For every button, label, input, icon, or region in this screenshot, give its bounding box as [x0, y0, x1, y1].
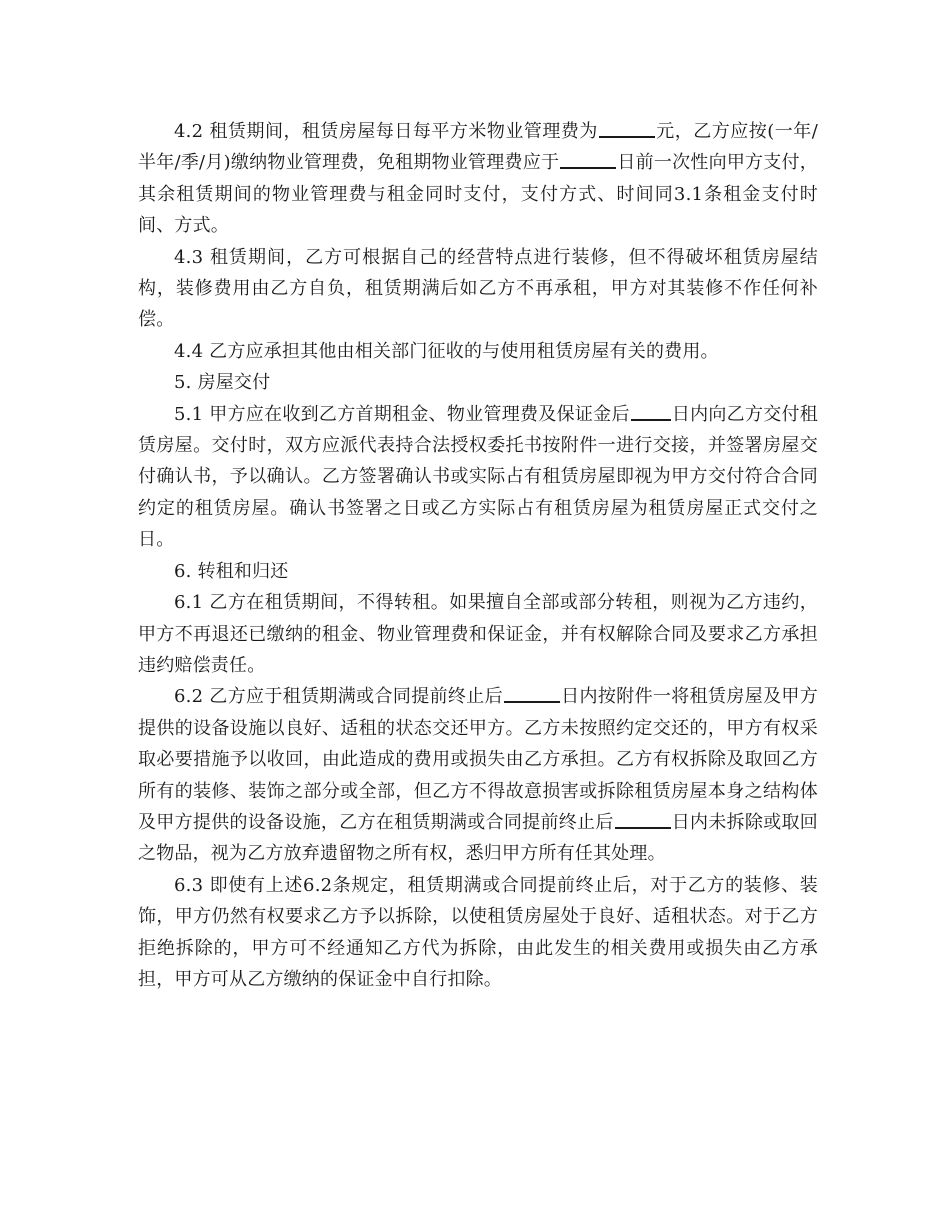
fill-in-blank	[631, 401, 671, 421]
clause-4-2-text-c: 日前一次性向甲方支付，其余租赁期间的物业管理费与租金同时支付，支付方式、时间同3.1条租金支付时间、方式。	[138, 152, 818, 237]
fill-in-blank	[599, 118, 655, 138]
clause-6-2-text-b: 日内按附件一将租赁房屋及甲方提供的设备设施以良好、适租的状态交还甲方。乙方未按照约定交还的，甲方有权采取必要措施予以收回，由此造成的费用或损失由乙方承担。乙方有权拆除及取回乙方所有的装修、装饰之部分或全部，但乙方不得故意损害或拆除租赁房屋本身之结构体及甲方提供的设备设施，乙方在租赁期满或合同提前终止后	[138, 686, 818, 833]
document-page	[138, 116, 818, 995]
fill-in-blank	[504, 683, 560, 703]
section-5-heading: 5. 房屋交付	[174, 372, 271, 394]
clause-4-2	[138, 116, 818, 242]
clause-6-1: 6.1 乙方在租赁期间，不得转租。如果擅自全部或部分转租，则视为乙方违约，甲方不再退还已缴纳的租金、物业管理费和保证金，并有权解除合同及要求乙方承担违约赔偿责任。	[138, 592, 818, 676]
clause-6-3: 6.3 即使有上述6.2条规定，租赁期满或合同提前终止后，对于乙方的装修、装饰，甲方仍然有权要求乙方予以拆除，以使租赁房屋处于良好、适租状态。对于乙方拒绝拆除的，甲方可不经通知乙方代为拆除，由此发生的相关费用或损失由乙方承担，甲方可从乙方缴纳的保证金中自行扣除。	[138, 874, 818, 990]
clause-4-2-text-a: 4.2 租赁期间，租赁房屋每日每平方米物业管理费为	[174, 121, 598, 142]
clause-6-2-text-a: 6.2 乙方应于租赁期满或合同提前终止后	[174, 686, 503, 708]
clause-5-1-text-b: 日内向乙方交付租赁房屋。交付时，双方应派代表持合法授权委托书按附件一进行交接，并签署房屋交付确认书，予以确认。乙方签署确认书或实际占有租赁房屋即视为甲方交付符合合同约定的租赁房屋。确认书签署之日或乙方实际占有租赁房屋为租赁房屋正式交付之日。	[138, 403, 818, 551]
section-6-heading: 6. 转租和归还	[174, 560, 289, 582]
fill-in-blank	[615, 809, 671, 829]
clause-6-2	[138, 681, 818, 869]
clause-5-1	[138, 399, 818, 556]
clause-4-2-text-b: 元，乙方应按(一年/半年/季/月)缴纳物业管理费，免租期物业管理费应于	[138, 121, 818, 174]
clause-4-3: 4.3 租赁期间，乙方可根据自己的经营特点进行装修，但不得破坏租赁房屋结构，装修费用由乙方自负，租赁期满后如乙方不再承租，甲方对其装修不作任何补偿。	[138, 246, 818, 331]
fill-in-blank	[560, 149, 616, 169]
clause-6-2-text-c: 日内未拆除或取回之物品，视为乙方放弃遗留物之所有权，悉归甲方所有任其处理。	[138, 811, 818, 865]
clause-4-4: 4.4 乙方应承担其他由相关部门征收的与使用租赁房屋有关的费用。	[174, 340, 719, 362]
clause-5-1-text-a: 5.1 甲方应在收到乙方首期租金、物业管理费及保证金后	[174, 403, 630, 425]
